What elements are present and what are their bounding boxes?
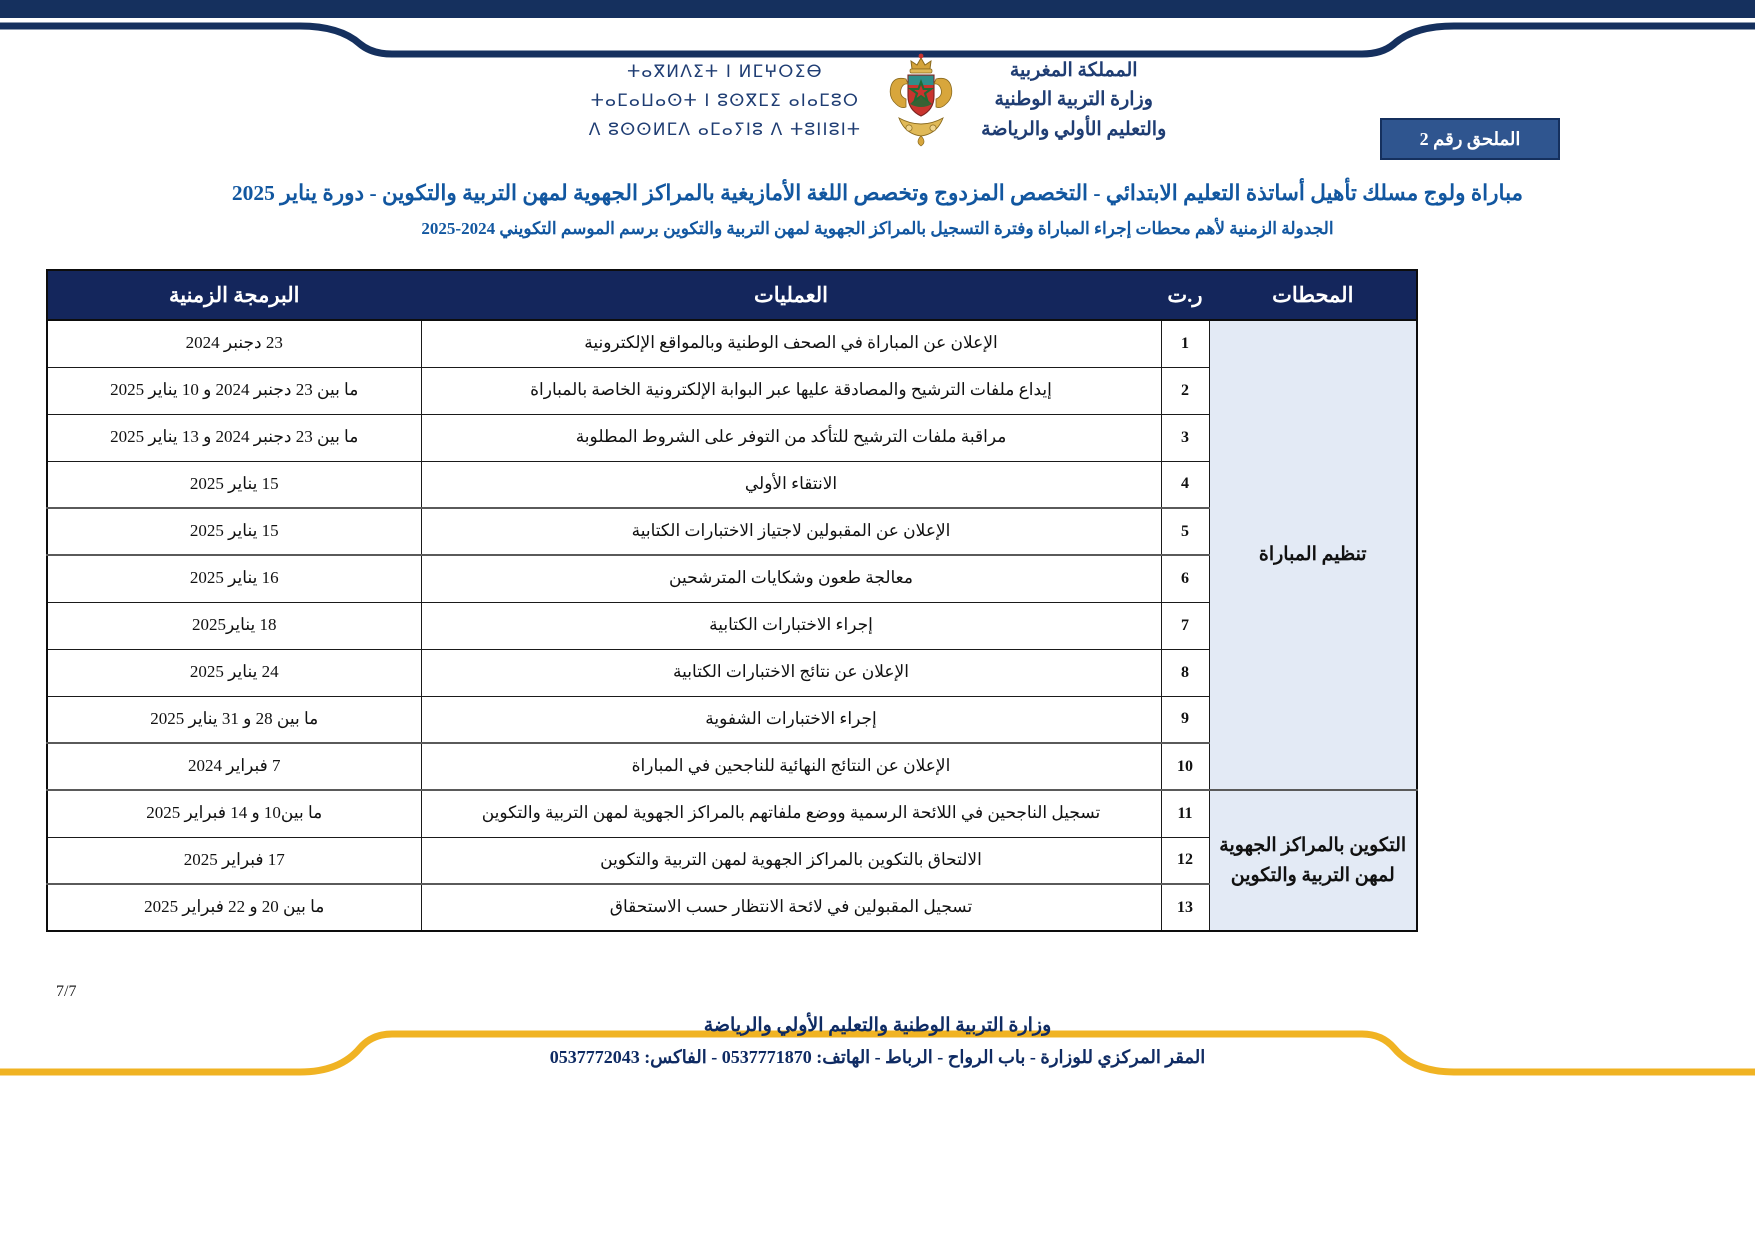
row-timing: ما بين 23 دجنبر 2024 و 10 يناير 2025 (47, 367, 421, 414)
document-footer (0, 1014, 1755, 1068)
row-number: 1 (1161, 320, 1209, 367)
row-operation: إجراء الاختبارات الشفوية (421, 696, 1161, 743)
row-timing: 15 يناير 2025 (47, 508, 421, 555)
row-number: 2 (1161, 367, 1209, 414)
station-cell-training: التكوين بالمراكز الجهوية لمهن التربية والتكوين (1209, 790, 1417, 931)
top-decorative-border (0, 0, 1755, 58)
row-number: 9 (1161, 696, 1209, 743)
row-operation: الإعلان عن النتائج النهائية للناجحين في المباراة (421, 743, 1161, 790)
table-row (47, 320, 1417, 367)
column-header-timing: البرمجة الزمنية (47, 270, 421, 320)
ministry-line-1: وزارة التربية الوطنية (994, 89, 1153, 111)
schedule-table-container (48, 269, 1418, 932)
row-timing: 15 يناير 2025 (47, 461, 421, 508)
row-operation: إيداع ملفات الترشيح والمصادقة عليها عبر البوابة الإلكترونية الخاصة بالمباراة (421, 367, 1161, 414)
row-timing: ما بين 20 و 22 فبراير 2025 (47, 884, 421, 931)
column-header-number: ر.ت (1161, 270, 1209, 320)
row-timing: ما بين10 و 14 فبراير 2025 (47, 790, 421, 837)
tifinagh-line-2: ⵜⴰⵎⴰⵡⴰⵙⵜ ⵏ ⵓⵙⴳⵎⵉ ⴰⵏⴰⵎⵓⵔ (590, 91, 860, 112)
ministry-tifinagh-text (589, 52, 861, 146)
table-row (47, 790, 1417, 837)
column-header-operations: العمليات (421, 270, 1161, 320)
morocco-coat-of-arms-icon (879, 52, 963, 148)
annex-number-badge: الملحق رقم 2 (1380, 118, 1560, 160)
row-timing: 17 فبراير 2025 (47, 837, 421, 884)
row-number: 6 (1161, 555, 1209, 602)
table-header-row (47, 270, 1417, 320)
ministry-arabic-text (981, 52, 1166, 144)
row-operation: الالتحاق بالتكوين بالمراكز الجهوية لمهن التربية والتكوين (421, 837, 1161, 884)
page-number: 7/7 (56, 983, 77, 1000)
row-operation: معالجة طعون وشكايات المترشحين (421, 555, 1161, 602)
row-operation: الانتقاء الأولي (421, 461, 1161, 508)
footer-contact-info: المقر المركزي للوزارة - باب الرواح - الرباط - الهاتف: 0537771870 - الفاكس: 0537772043 (549, 1047, 1206, 1067)
row-number: 11 (1161, 790, 1209, 837)
row-operation: الإعلان عن المباراة في الصحف الوطنية وبالمواقع الإلكترونية (421, 320, 1161, 367)
row-number: 10 (1161, 743, 1209, 790)
column-header-stations: المحطات (1209, 270, 1417, 320)
row-number: 13 (1161, 884, 1209, 931)
schedule-table (46, 269, 1418, 932)
tifinagh-line-3: ⴷ ⵓⵙⵙⵍⵎⴷ ⴰⵎⴰⵢⵏⵓ ⴷ ⵜⵓⵏⵏⵓⵏⵜ (588, 120, 862, 141)
ministry-line-2: والتعليم الأولي والرياضة (981, 118, 1167, 140)
row-timing: ما بين 28 و 31 يناير 2025 (47, 696, 421, 743)
row-timing: 16 يناير 2025 (47, 555, 421, 602)
row-operation: تسجيل الناجحين في اللائحة الرسمية ووضع ملفاتهم بالمراكز الجهوية لمهن التربية والتكوين (421, 790, 1161, 837)
row-operation: الإعلان عن المقبولين لاجتياز الاختبارات الكتابية (421, 508, 1161, 555)
row-timing: 24 يناير 2025 (47, 649, 421, 696)
row-operation: الإعلان عن نتائج الاختبارات الكتابية (421, 649, 1161, 696)
row-number: 5 (1161, 508, 1209, 555)
table-body (47, 320, 1417, 931)
row-number: 7 (1161, 602, 1209, 649)
tifinagh-line-1: ⵜⴰⴳⵍⴷⵉⵜ ⵏ ⵍⵎⵖⵔⵉⴱ (627, 62, 823, 82)
row-timing: 23 دجنبر 2024 (47, 320, 421, 367)
row-timing: 7 فبراير 2024 (47, 743, 421, 790)
row-operation: تسجيل المقبولين في لائحة الانتظار حسب الاستحقاق (421, 884, 1161, 931)
page-subtitle: الجدولة الزمنية لأهم محطات إجراء المباراة وفترة التسجيل بالمراكز الجهوية لمهن التربية والتكوين برسم الموسم التكويني 2024-2025 (421, 219, 1334, 238)
row-number: 12 (1161, 837, 1209, 884)
row-timing: 18 يناير2025 (47, 602, 421, 649)
row-operation: إجراء الاختبارات الكتابية (421, 602, 1161, 649)
row-number: 4 (1161, 461, 1209, 508)
footer-ministry-name: وزارة التربية الوطنية والتعليم الأولي والرياضة (703, 1015, 1052, 1036)
row-timing: ما بين 23 دجنبر 2024 و 13 يناير 2025 (47, 414, 421, 461)
kingdom-line: المملكة المغربية (1009, 60, 1138, 81)
station-cell-organization: تنظيم المباراة (1209, 320, 1417, 790)
page-title: مباراة ولوج مسلك تأهيل أساتذة التعليم الابتدائي - التخصص المزدوج وتخصص اللغة الأمازيغية بالمراكز الجهوية لمهن التربية والتكوين - دورة يناير 2025 (231, 181, 1524, 205)
row-number: 8 (1161, 649, 1209, 696)
row-number: 3 (1161, 414, 1209, 461)
row-operation: مراقبة ملفات الترشيح للتأكد من التوفر على الشروط المطلوبة (421, 414, 1161, 461)
